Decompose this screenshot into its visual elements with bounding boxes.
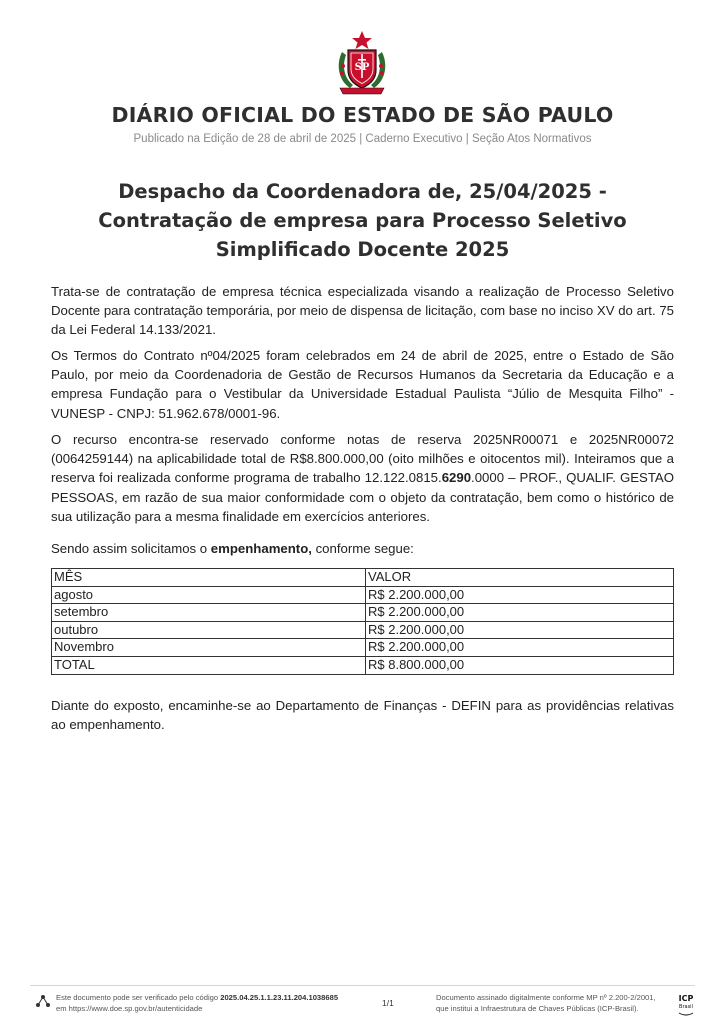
sao-paulo-coat-of-arms-icon [334, 30, 390, 96]
document-title-line: Despacho da Coordenadora de, 25/04/2025 - [118, 180, 607, 203]
footer-divider [30, 985, 695, 986]
paragraph-contract-terms: Os Termos do Contrato nº04/2025 foram celebrados em 24 de abril de 2025, entre o Estado de São Paulo, por meio da Coordenadoria de Gestão de Recursos Humanos da Secretaria da Educação e a empresa Fundação para o Vestibular da Universidade Estadual Paulista “Júlio de Mesquita Filho” - VUNESP - CNPJ: 51.962.678/0001-96. [51, 348, 674, 421]
verification-line [56, 992, 376, 1003]
table-cell-month: outubro [52, 621, 366, 639]
newspaper-masthead: DIÁRIO OFICIAL DO ESTADO DE SÃO PAULO [111, 103, 614, 127]
paragraph-bold-text: empenhamento, [210, 541, 312, 556]
diagram-logo-icon [34, 993, 52, 1011]
paragraph-budget-reservation [51, 430, 674, 526]
table-header-cell: VALOR [366, 569, 674, 587]
page-footer [0, 985, 725, 1024]
table-row [52, 639, 674, 657]
svg-text:Brasil: Brasil [679, 1004, 693, 1010]
document-title [70, 177, 655, 264]
table-cell-value: R$ 2.200.000,00 [366, 586, 674, 604]
verification-text: Este documento pode ser verificado pelo código [56, 993, 221, 1002]
table-cell-month: setembro [52, 604, 366, 622]
page-number: 1/1 [382, 998, 394, 1008]
table-cell-month: TOTAL [52, 656, 366, 674]
icp-brasil-logo-icon [675, 992, 697, 1020]
paragraph-text: .0000 – PROF., QUALIF. GESTAO PESSOAS, em razão de sua maior conformidade com o objeto da contratação, bem como o histórico de sua utilização para a mesma finalidade em exercícios anteriores. [51, 470, 674, 524]
table-row [52, 656, 674, 674]
paragraph-request [51, 539, 674, 558]
verification-url: em https://www.doe.sp.gov.br/autenticidade [56, 1004, 203, 1013]
table-header-cell: MÊS [52, 569, 366, 587]
paragraph-text: O recurso encontra-se reservado conforme notas de reserva 2025NR00071 e 2025NR00072 (0064259144) na aplicabilidade total de R$8.800.000,00 (oito milhões e oitocentos mil). Inteiramos que a reserva foi realizada conforme programa de trabalho 12.122.0815. [51, 432, 674, 486]
table-row [52, 621, 674, 639]
svg-text:ICP: ICP [678, 994, 694, 1003]
signature-line: que institui a Infraestrutura de Chaves Públicas (ICP-Brasil). [436, 1004, 639, 1013]
digital-signature-note [436, 992, 676, 1014]
paragraph-text: conforme segue: [311, 541, 414, 556]
table-cell-value: R$ 2.200.000,00 [366, 621, 674, 639]
table-cell-month: agosto [52, 586, 366, 604]
document-title-line: Simplificado Docente 2025 [215, 238, 510, 261]
table-cell-month: Novembro [52, 639, 366, 657]
publication-info: Publicado na Edição de 28 de abril de 2025 | Caderno Executivo | Seção Atos Normativos [133, 133, 592, 145]
table-row [52, 586, 674, 604]
paragraph-text: Sendo assim solicitamos o [51, 541, 211, 556]
monthly-values-table [51, 568, 674, 675]
table-header-row [52, 569, 674, 587]
verification-note [56, 992, 376, 1014]
paragraph-closing: Diante do exposto, encaminhe-se ao Departamento de Finanças - DEFIN para as providências relativas ao empenhamento. [51, 698, 674, 733]
table-row [52, 604, 674, 622]
table-cell-value: R$ 2.200.000,00 [366, 604, 674, 622]
table-cell-value: R$ 8.800.000,00 [366, 656, 674, 674]
table-cell-value: R$ 2.200.000,00 [366, 639, 674, 657]
document-title-line: Contratação de empresa para Processo Seletivo [98, 209, 627, 232]
signature-line: Documento assinado digitalmente conforme MP nº 2.200-2/2001, [436, 993, 656, 1002]
svg-text:SP: SP [354, 62, 370, 73]
paragraph-contracting-basis: Trata-se de contratação de empresa técnica especializada visando a realização de Processo Seletivo Docente para contratação temporária, por meio de dispensa de licitação, com base no inciso XV do art. 75 da Lei Federal 14.133/2021. [51, 284, 674, 338]
verification-code: 2025.04.25.1.1.23.11.204.1038685 [220, 993, 339, 1002]
paragraph-bold-text: 6290 [441, 470, 472, 486]
